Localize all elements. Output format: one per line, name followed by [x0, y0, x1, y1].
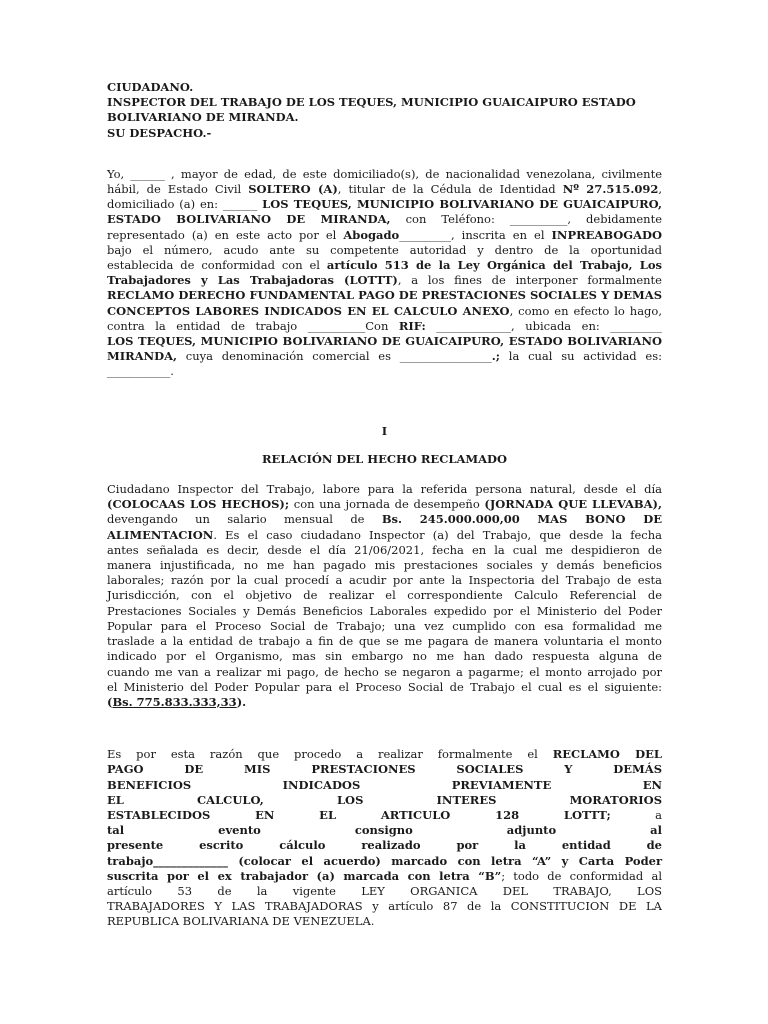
p1-line — [107, 197, 662, 212]
header-addressee: CIUDADANO. — [107, 80, 194, 94]
bold-text-run: ( — [107, 694, 113, 709]
p2-line — [107, 528, 662, 543]
text-run: establecida de conformidad con el — [107, 258, 327, 273]
bold-text-run: Trabajadores y Las Trabajadoras (LOTTT) — [107, 273, 398, 288]
text-run: Prestaciones Sociales y Demás Beneficios Laborales expedido por el Ministerio del Poder — [107, 603, 662, 618]
text-run: con Teléfono: __________, debidamente — [390, 212, 663, 227]
bold-text-run: MIRANDA, — [107, 349, 177, 364]
bold-text-run: suscrita por el ex trabajador (a) marcada con letra “B” — [107, 868, 502, 883]
text-run: ___________. — [107, 364, 174, 379]
p3-line — [107, 899, 662, 914]
bold-text-run: RIF: — [398, 318, 426, 333]
text-run: _____________, ubicada en: _________ — [425, 318, 662, 333]
p3-line — [107, 762, 662, 777]
p2-line — [107, 543, 662, 558]
p1-line — [107, 319, 662, 334]
text-run: Es por esta razón que procedo a realizar formalmente el — [107, 747, 553, 762]
text-run: laborales; razón por la cual procedí a acudir por ante la Inspectoria del Trabajo de esta — [107, 573, 662, 588]
bold-text-run: INPREABOGADO — [551, 227, 663, 242]
text-run: artículo 53 de la vigente LEY ORGANICA DEL TRABAJO, LOS — [107, 883, 662, 898]
text-run: , como en efecto lo hago, — [509, 303, 662, 318]
text-run: contra la entidad de trabajo __________Con — [107, 318, 399, 333]
text-run: Ciudadano Inspector del Trabajo, labore para la referida persona natural, desde el día — [107, 482, 662, 497]
bold-text-run: SOLTERO (A) — [248, 182, 338, 197]
text-run: antes señalada es decir, desde el día 21/06/2021, fecha en la cual me despidieron de — [107, 542, 662, 557]
p3-line — [107, 914, 662, 929]
text-run: traslade a la entidad de trabajo a fin de que se me pagara de manera voluntaria el monto — [107, 634, 662, 649]
text-run: . Es el caso ciudadano Inspector (a) del Trabajo, que desde la fecha — [213, 527, 662, 542]
p2-line — [107, 497, 662, 512]
header-state: BOLIVARIANO DE MIRANDA. — [107, 110, 299, 125]
text-run: , a los fines de interponer formalmente — [397, 273, 662, 288]
text-run: representado (a) en este acto por el — [107, 227, 344, 242]
bold-text-run: presente escrito cálculo realizado por la entidad de — [107, 838, 662, 853]
p2-line — [107, 558, 662, 573]
p3-line — [107, 793, 662, 808]
p3-line — [107, 808, 662, 823]
text-run: devengando un salario mensual de — [107, 512, 382, 527]
p1-line — [107, 334, 662, 349]
p3-line — [107, 869, 662, 884]
text-run: , — [658, 182, 662, 197]
bold-text-run: RECLAMO DEL — [552, 747, 662, 762]
facts-paragraph — [107, 482, 662, 710]
p3-line — [107, 778, 662, 793]
text-run: domiciliado (a) en: ______ — [107, 197, 263, 212]
p1-line — [107, 364, 662, 379]
bold-text-run: RECLAMO DERECHO FUNDAMENTAL PAGO DE PRESTACIONES SOCIALES Y DEMAS — [107, 288, 662, 303]
text-run: , titular de la Cédula de Identidad — [337, 182, 563, 197]
p3-line — [107, 884, 662, 899]
p1-line — [107, 167, 662, 182]
p3-line — [107, 747, 662, 762]
p2-line — [107, 604, 662, 619]
text-run: REPUBLICA BOLIVARIANA DE VENEZUELA. — [107, 914, 375, 929]
header-despacho: SU DESPACHO.- — [107, 125, 212, 140]
bold-text-run: trabajo_____________ (colocar el acuerdo) marcado con letra “A” y Carta Poder — [107, 853, 662, 868]
p2-line — [107, 649, 662, 664]
p1-line — [107, 273, 662, 288]
text-run: ; todo de conformidad al — [501, 868, 663, 883]
text-run: TRABAJADORES Y LAS TRABAJADORAS y artículo 87 de la CONSTITUCION DE LA — [107, 899, 662, 914]
p3-line — [107, 823, 662, 838]
bold-text-run: ESTABLECIDOS EN EL ARTICULO 128 LOTTT; — [107, 807, 611, 822]
text-run: a — [610, 807, 663, 822]
p3-line — [107, 854, 662, 869]
section-number: I — [381, 423, 388, 438]
text-run: bajo el número, acudo ante su competente autoridad y dentro de la oportunidad — [107, 242, 662, 257]
p3-line — [107, 838, 662, 853]
text-run: manera injustificada, no me han pagado mis prestaciones sociales y demás beneficios — [107, 558, 662, 573]
p2-line — [107, 695, 662, 710]
p2-line — [107, 588, 662, 603]
bold-text-run: artículo 513 de la Ley Orgánica del Trabajo, Los — [326, 258, 662, 273]
bold-text-run: (COLOCAAS LOS HECHOS); — [107, 497, 290, 512]
text-run: Jurisdicción, con el objetivo de realizar el correspondiente Calculo Referencial de — [107, 588, 662, 603]
p2-line — [107, 482, 662, 497]
amount-text: Bs. 775.833.333,33 — [112, 694, 237, 709]
bold-text-run: Abogado — [343, 227, 400, 242]
p1-line — [107, 228, 662, 243]
bold-text-run: tal evento consigno adjunto al — [107, 823, 662, 838]
letter-header — [107, 80, 662, 141]
bold-text-run: LOS TEQUES, MUNICIPIO BOLIVARIANO DE GUAICAIPURO, ESTADO BOLIVARIANO — [107, 334, 662, 349]
bold-text-run: BENEFICIOS INDICADOS PREVIAMENTE EN — [107, 777, 662, 792]
bold-text-run: PAGO DE MIS PRESTACIONES SOCIALES Y DEMÁS — [107, 762, 662, 777]
text-run: cuya denominación comercial es ________________ — [177, 349, 492, 364]
bold-text-run: CONCEPTOS LABORES INDICADOS EN EL CALCULO ANEXO — [107, 303, 510, 318]
text-run: hábil, de Estado Civil — [107, 182, 249, 197]
bold-text-run: .; — [491, 349, 501, 364]
p1-line — [107, 288, 662, 303]
bold-text-run: EL CALCULO, LOS INTERES MORATORIOS — [107, 792, 662, 807]
intro-paragraph — [107, 167, 662, 380]
text-run: Yo, ______ , mayor de edad, de este domiciliado(s), de nacionalidad venezolana, civilmente — [107, 166, 662, 181]
p1-line — [107, 258, 662, 273]
section-title: RELACIÓN DEL HECHO RECLAMADO — [261, 451, 508, 466]
bold-text-run: (JORNADA QUE LLEVABA), — [484, 497, 662, 512]
p2-line — [107, 619, 662, 634]
p2-line — [107, 680, 662, 695]
text-run: la cual su actividad es: — [500, 349, 663, 364]
p1-line — [107, 349, 662, 364]
text-run: cuando me van a realizar mi pago, de hecho se negaron a pagarme; el monto arrojado por — [107, 664, 662, 679]
text-run: Popular para el Proceso Social de Trabajo; una vez cumplido con esa formalidad me — [107, 618, 662, 633]
p2-line — [107, 665, 662, 680]
p1-line — [107, 304, 662, 319]
bold-text-run: Bs. 245.000.000,00 MAS BONO DE — [381, 512, 662, 527]
text-run: _________, inscrita en el — [399, 227, 552, 242]
bold-text-run: ESTADO BOLIVARIANO DE MIRANDA, — [107, 212, 391, 227]
p2-line — [107, 512, 662, 527]
p2-line — [107, 634, 662, 649]
document-page — [107, 80, 662, 930]
header-inspector: INSPECTOR DEL TRABAJO DE LOS TEQUES, MUNICIPIO GUAICAIPURO ESTADO — [107, 95, 636, 110]
p2-line — [107, 573, 662, 588]
p1-line — [107, 212, 662, 227]
text-run: indicado por el Organismo, mas sin embargo no me han dado respuesta alguna de — [107, 649, 662, 664]
p1-line — [107, 182, 662, 197]
p1-line — [107, 243, 662, 258]
text-run: el Ministerio del Poder Popular para el Proceso Social de Trabajo el cual es el siguiente: — [107, 679, 662, 694]
bold-text-run: LOS TEQUES, MUNICIPIO BOLIVARIANO DE GUAICAIPURO, — [262, 197, 662, 212]
bold-text-run: ALIMENTACION — [107, 527, 214, 542]
claim-paragraph — [107, 747, 662, 929]
text-run: con una jornada de desempeño — [289, 497, 485, 512]
bold-text-run: ). — [236, 694, 247, 709]
bold-text-run: Nº 27.515.092 — [562, 182, 659, 197]
